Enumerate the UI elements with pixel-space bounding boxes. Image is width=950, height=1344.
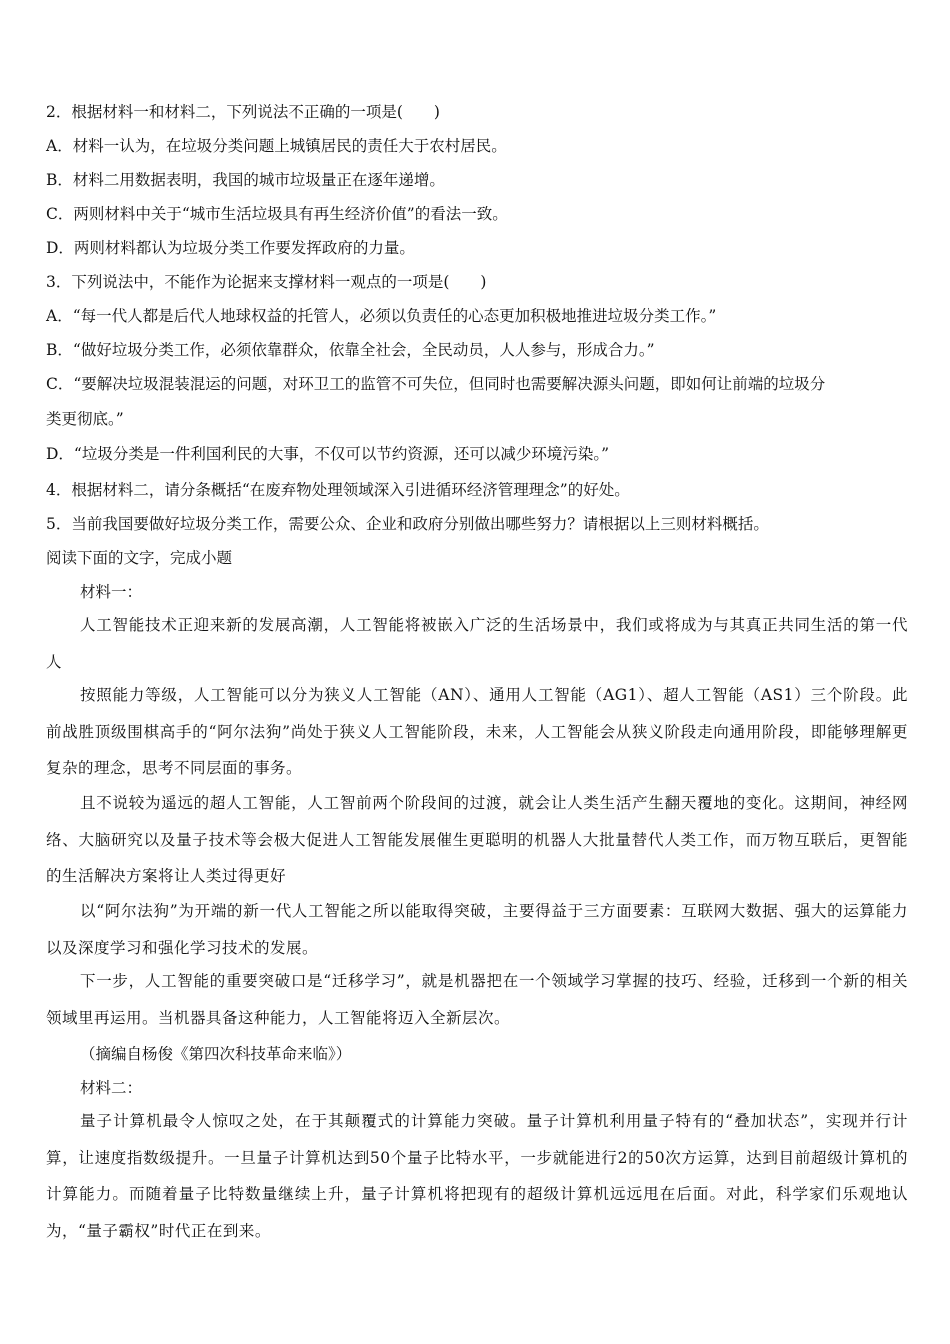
material-1-paragraph-5: 下一步，人工智能的重要突破口是“迁移学习”，就是机器把在一个领域学习掌握的技巧、经验，迁移到一个新的相关领域里再运用。当机器具备这种能力，人工智能将迈入全新层次。 [46, 972, 908, 1027]
question-3-option-a: A．“每一代人都是后代人地球权益的托管人，必须以负责任的心态更加积极地推进垃圾分类工作。” [46, 307, 717, 325]
material-1-paragraph-3: 且不说较为遥远的超人工智能，人工智前两个阶段间的过渡，就会让人类生活产生翻天覆地的变化。这期间，神经网络、大脑研究以及量子技术等会极大促进人工智能发展催生更聪明的机器人大批量替代人类工作，而万物互联后，更智能的生活解决方案将让人类过得更好 [46, 794, 908, 885]
material-2-label: 材料二： [80, 1079, 143, 1097]
material-1-paragraph-4: 以“阿尔法狗”为开端的新一代人工智能之所以能取得突破，主要得益于三方面要素：互联网大数据、强大的运算能力以及深度学习和强化学习技术的发展。 [46, 902, 908, 957]
question-3-option-c-continued: 类更彻底。” [46, 410, 124, 428]
material-1-label: 材料一： [80, 583, 143, 601]
reading-instruction: 阅读下面的文字，完成小题 [46, 549, 233, 567]
question-4: 4．根据材料二，请分条概括“在废弃物处理领域深入引进循环经济管理理念”的好处。 [46, 481, 630, 499]
question-2-option-a: A．材料一认为，在垃圾分类问题上城镇居民的责任大于农村居民。 [46, 137, 507, 155]
question-2-option-d: D．两则材料都认为垃圾分类工作要发挥政府的力量。 [46, 239, 415, 257]
question-2-option-b: B．材料二用数据表明，我国的城市垃圾量正在逐年递增。 [46, 171, 445, 189]
question-3-option-b: B．“做好垃圾分类工作，必须依靠群众，依靠全社会，全民动员，人人参与，形成合力。” [46, 341, 655, 359]
question-2-option-c: C．两则材料中关于“城市生活垃圾具有再生经济价值”的看法一致。 [46, 205, 508, 223]
material-1-paragraph-1: 人工智能技术正迎来新的发展高潮，人工智能将被嵌入广泛的生活场景中，我们或将成为与其真正共同生活的第一代人 [46, 616, 908, 671]
material-2-paragraph-1: 量子计算机最令人惊叹之处，在于其颠覆式的计算能力突破。量子计算机利用量子特有的“叠加状态”，实现并行计算，让速度指数级提升。一旦量子计算机达到50个量子比特水平，一步就能进行2的50次方运算，达到目前超级计算机的计算能力。而随着量子比特数量继续上升，量子计算机将把现有的超级计算机远远甩在后面。对此，科学家们乐观地认为，“量子霸权”时代正在到来。 [46, 1112, 908, 1240]
question-2-stem: 2．根据材料一和材料二，下列说法不正确的一项是( ) [46, 103, 440, 121]
question-3-stem: 3．下列说法中，不能作为论据来支撑材料一观点的一项是( ) [46, 273, 487, 291]
question-5: 5．当前我国要做好垃圾分类工作，需要公众、企业和政府分别做出哪些努力？请根据以上三则材料概括。 [46, 515, 769, 533]
question-3-option-d: D．“垃圾分类是一件利国利民的大事，不仅可以节约资源，还可以减少环境污染。” [46, 445, 610, 463]
material-1-paragraph-2: 按照能力等级，人工智能可以分为狭义人工智能（AN）、通用人工智能（AG1）、超人工智能（AS1）三个阶段。此前战胜顶级围棋高手的“阿尔法狗”尚处于狭义人工智能阶段，未来，人工智能会从狭义阶段走向通用阶段，即能够理解更复杂的理念，思考不同层面的事务。 [46, 686, 908, 777]
question-3-option-c: C．“要解决垃圾混装混运的问题，对环卫工的监管不可失位，但同时也需要解决源头问题，即如何让前端的垃圾分 [46, 375, 826, 393]
material-1-source: （摘编自杨俊《第四次科技革命来临》） [80, 1045, 352, 1063]
